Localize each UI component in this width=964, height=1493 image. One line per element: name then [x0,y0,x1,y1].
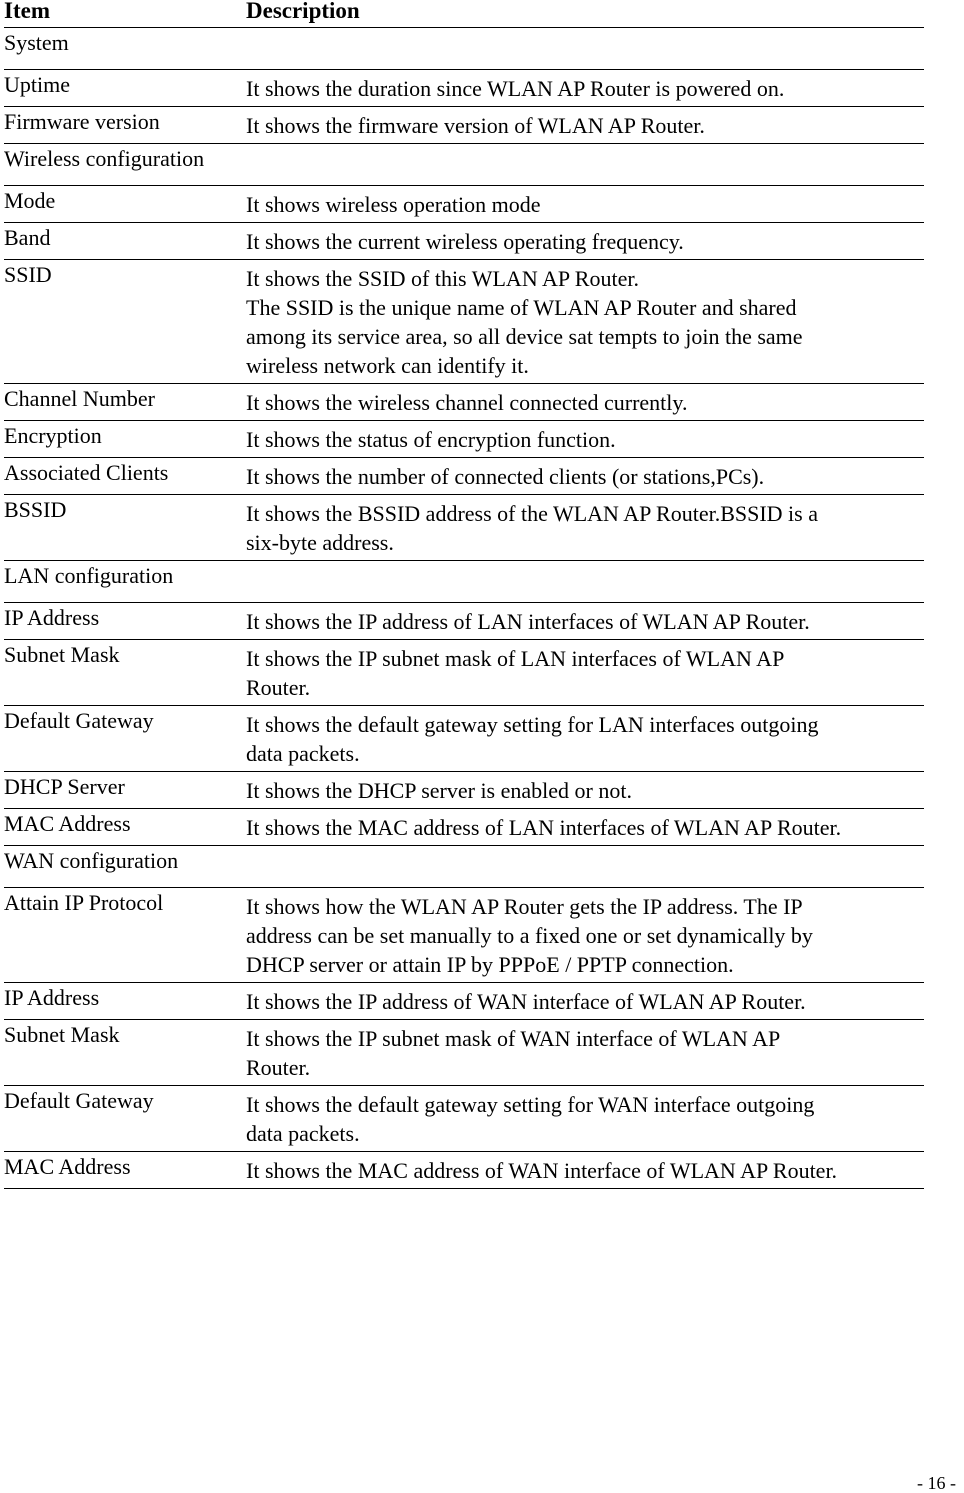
table-row [4,1086,924,1152]
item-name: Firmware version [4,107,242,144]
description-line: address can be set manually to a fixed one or set dynamically by [246,923,813,948]
item-name: IP Address [4,603,242,640]
item-description [242,458,924,495]
description-line: It shows the default gateway setting for WAN interface outgoing [246,1092,815,1117]
table-row [4,223,924,260]
description-line: It shows the IP address of LAN interfaces of WLAN AP Router. [246,609,810,634]
description-line: It shows how the WLAN AP Router gets the IP address. The IP [246,894,803,919]
item-description [242,888,924,983]
item-name: Subnet Mask [4,1020,242,1086]
item-name: Attain IP Protocol [4,888,242,983]
table-row [4,888,924,983]
item-name: Encryption [4,421,242,458]
description-line: It shows the MAC address of LAN interfaces of WLAN AP Router. [246,815,842,840]
item-name: Channel Number [4,384,242,421]
description-line: It shows the BSSID address of the WLAN AP Router.BSSID is a [246,501,818,526]
description-line: It shows the firmware version of WLAN AP Router. [246,113,705,138]
description-line: It shows wireless operation mode [246,192,541,217]
section-title: System [4,28,242,70]
item-description [242,260,924,384]
table-body [4,28,924,1189]
description-line: six-byte address. [246,530,394,555]
description-line: wireless network can identify it. [246,353,529,378]
description-line: among its service area, so all device sat tempts to join the same [246,324,803,349]
item-name: MAC Address [4,1152,242,1189]
item-name: SSID [4,260,242,384]
status-description-table [4,0,924,1189]
item-description [242,809,924,846]
section-header-row [4,28,924,70]
item-description [242,421,924,458]
table-row [4,640,924,706]
item-name: BSSID [4,495,242,561]
description-line: It shows the MAC address of WAN interface of WLAN AP Router. [246,1158,838,1183]
table-row [4,603,924,640]
item-description [242,1086,924,1152]
description-line: It shows the IP address of WAN interface of WLAN AP Router. [246,989,806,1014]
description-line: It shows the default gateway setting for LAN interfaces outgoing [246,712,819,737]
item-name: Mode [4,186,242,223]
section-empty-cell [242,28,924,70]
section-empty-cell [242,144,924,186]
table-row [4,260,924,384]
description-line: Router. [246,1055,311,1080]
item-description [242,706,924,772]
description-line: It shows the wireless channel connected currently. [246,390,688,415]
description-line: It shows the duration since WLAN AP Router is powered on. [246,76,785,101]
description-line: Router. [246,675,311,700]
section-empty-cell [242,561,924,603]
item-description [242,603,924,640]
item-description [242,772,924,809]
item-description [242,186,924,223]
table-header-row [4,0,924,28]
item-name: Subnet Mask [4,640,242,706]
table-row [4,70,924,107]
description-line: DHCP server or attain IP by PPPoE / PPTP connection. [246,952,734,977]
description-line: data packets. [246,1121,360,1146]
description-line: It shows the SSID of this WLAN AP Router. [246,266,639,291]
description-line: It shows the DHCP server is enabled or not. [246,778,632,803]
item-description [242,384,924,421]
item-name: Uptime [4,70,242,107]
item-description [242,107,924,144]
table-row [4,186,924,223]
description-line: It shows the current wireless operating frequency. [246,229,684,254]
table-row [4,421,924,458]
item-column-header: Item [4,0,242,28]
section-title: WAN configuration [4,846,242,888]
table-row [4,1152,924,1189]
item-description [242,640,924,706]
item-name: Band [4,223,242,260]
table-row [4,706,924,772]
page-number: - 16 - [917,1473,956,1493]
table-row [4,772,924,809]
item-description [242,495,924,561]
description-column-header: Description [242,0,924,28]
item-name: IP Address [4,983,242,1020]
item-name: Associated Clients [4,458,242,495]
description-line: The SSID is the unique name of WLAN AP Router and shared [246,295,797,320]
section-title: LAN configuration [4,561,242,603]
description-line: It shows the number of connected clients (or stations,PCs). [246,464,765,489]
item-description [242,983,924,1020]
table-row [4,107,924,144]
table-row [4,809,924,846]
table-row [4,495,924,561]
item-description [242,223,924,260]
section-header-row [4,846,924,888]
description-line: data packets. [246,741,360,766]
item-description [242,70,924,107]
description-line: It shows the IP subnet mask of LAN interfaces of WLAN AP [246,646,785,671]
item-name: DHCP Server [4,772,242,809]
table-row [4,1020,924,1086]
description-line: It shows the status of encryption function. [246,427,616,452]
item-name: Default Gateway [4,1086,242,1152]
item-name: MAC Address [4,809,242,846]
section-empty-cell [242,846,924,888]
item-description [242,1020,924,1086]
section-header-row [4,561,924,603]
table-row [4,983,924,1020]
table-row [4,384,924,421]
table-row [4,458,924,495]
item-description [242,1152,924,1189]
item-name: Default Gateway [4,706,242,772]
section-title: Wireless configuration [4,144,242,186]
description-line: It shows the IP subnet mask of WAN interface of WLAN AP [246,1026,781,1051]
section-header-row [4,144,924,186]
